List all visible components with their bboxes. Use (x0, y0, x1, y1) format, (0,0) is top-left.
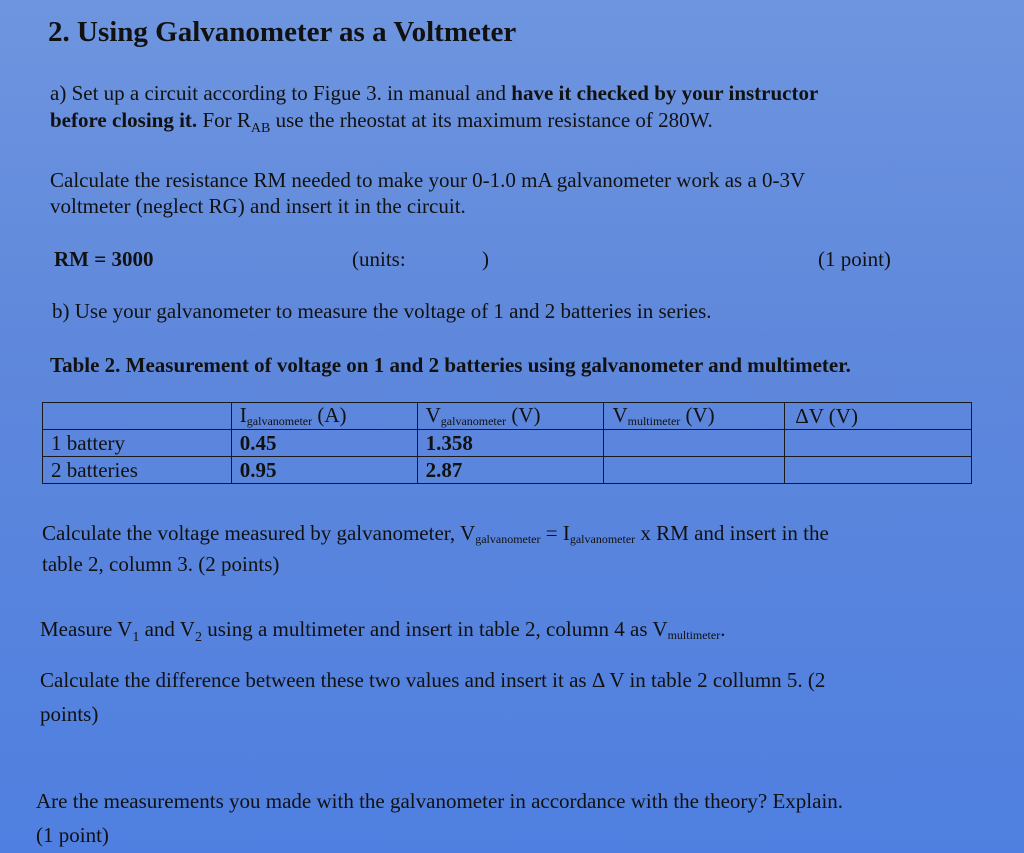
measure-line: Measure $V_1$ and $V_2$ using a multimeter and insert in table 2, column 4 as $V_{multimeter}$. (40, 617, 726, 645)
cell-i: 0.95 (231, 457, 417, 484)
table-caption: Table 2. Measurement of voltage on 1 and 2 batteries using galvanometer and multimeter. (50, 353, 851, 377)
table-header-row (43, 403, 972, 430)
units-close: ) (482, 247, 489, 271)
header-v-galvanometer: $V_{galvanometer}$ (V) (417, 403, 604, 430)
header-delta-v: ΔV (V) (785, 403, 972, 430)
part-a-line2: before closing it. For $R_{AB}$ use the rheostat at its maximum resistance of 280W. (50, 108, 713, 136)
cell-dv (785, 457, 972, 484)
cell-vm (604, 430, 785, 457)
section-title: 2. Using Galvanometer as a Voltmeter (48, 16, 517, 48)
diff-line2: points) (40, 702, 99, 726)
question-line1: Are the measurements you made with the galvanometer in accordance with the theory? Explain. (36, 789, 844, 813)
table-row (43, 430, 972, 457)
calc-rm-line1: Calculate the resistance RM needed to make your 0-1.0 mA galvanometer work as a 0-3V (50, 168, 806, 192)
calc-rm-line2: voltmeter (neglect RG) and insert it in the circuit. (50, 194, 466, 218)
cell-vm (604, 457, 785, 484)
diff-line1: Calculate the difference between these two values and insert it as Δ V in table 2 collumn 5. (2 (40, 668, 826, 692)
header-blank-cell (43, 403, 232, 430)
rm-answer: RM = 3000 (54, 247, 154, 271)
question-line2: (1 point) (36, 823, 109, 847)
units-label: (units: (352, 247, 406, 271)
part-a-line1: a) Set up a circuit according to Figue 3. in manual and have it checked by your instructor (50, 81, 819, 105)
calc-v-line1: Calculate the voltage measured by galvanometer, $V_{galvanometer} = I_{galvanometer}$ x RM and insert in the (42, 521, 829, 546)
points-label: (1 point) (818, 247, 891, 271)
row-label: 1 battery (43, 430, 232, 457)
cell-dv (785, 430, 972, 457)
header-v-multimeter: $V_{multimeter}$ (V) (604, 403, 785, 430)
row-label: 2 batteries (43, 457, 232, 484)
calc-v-line2: table 2, column 3. (2 points) (42, 552, 280, 576)
header-i-galvanometer: $I_{galvanometer}$ (A) (231, 403, 417, 430)
cell-v: 1.358 (417, 430, 604, 457)
part-b-text: b) Use your galvanometer to measure the voltage of 1 and 2 batteries in series. (52, 299, 712, 323)
cell-v: 2.87 (417, 457, 604, 484)
cell-i: 0.45 (231, 430, 417, 457)
table-row (43, 457, 972, 484)
measurement-table (42, 402, 972, 484)
